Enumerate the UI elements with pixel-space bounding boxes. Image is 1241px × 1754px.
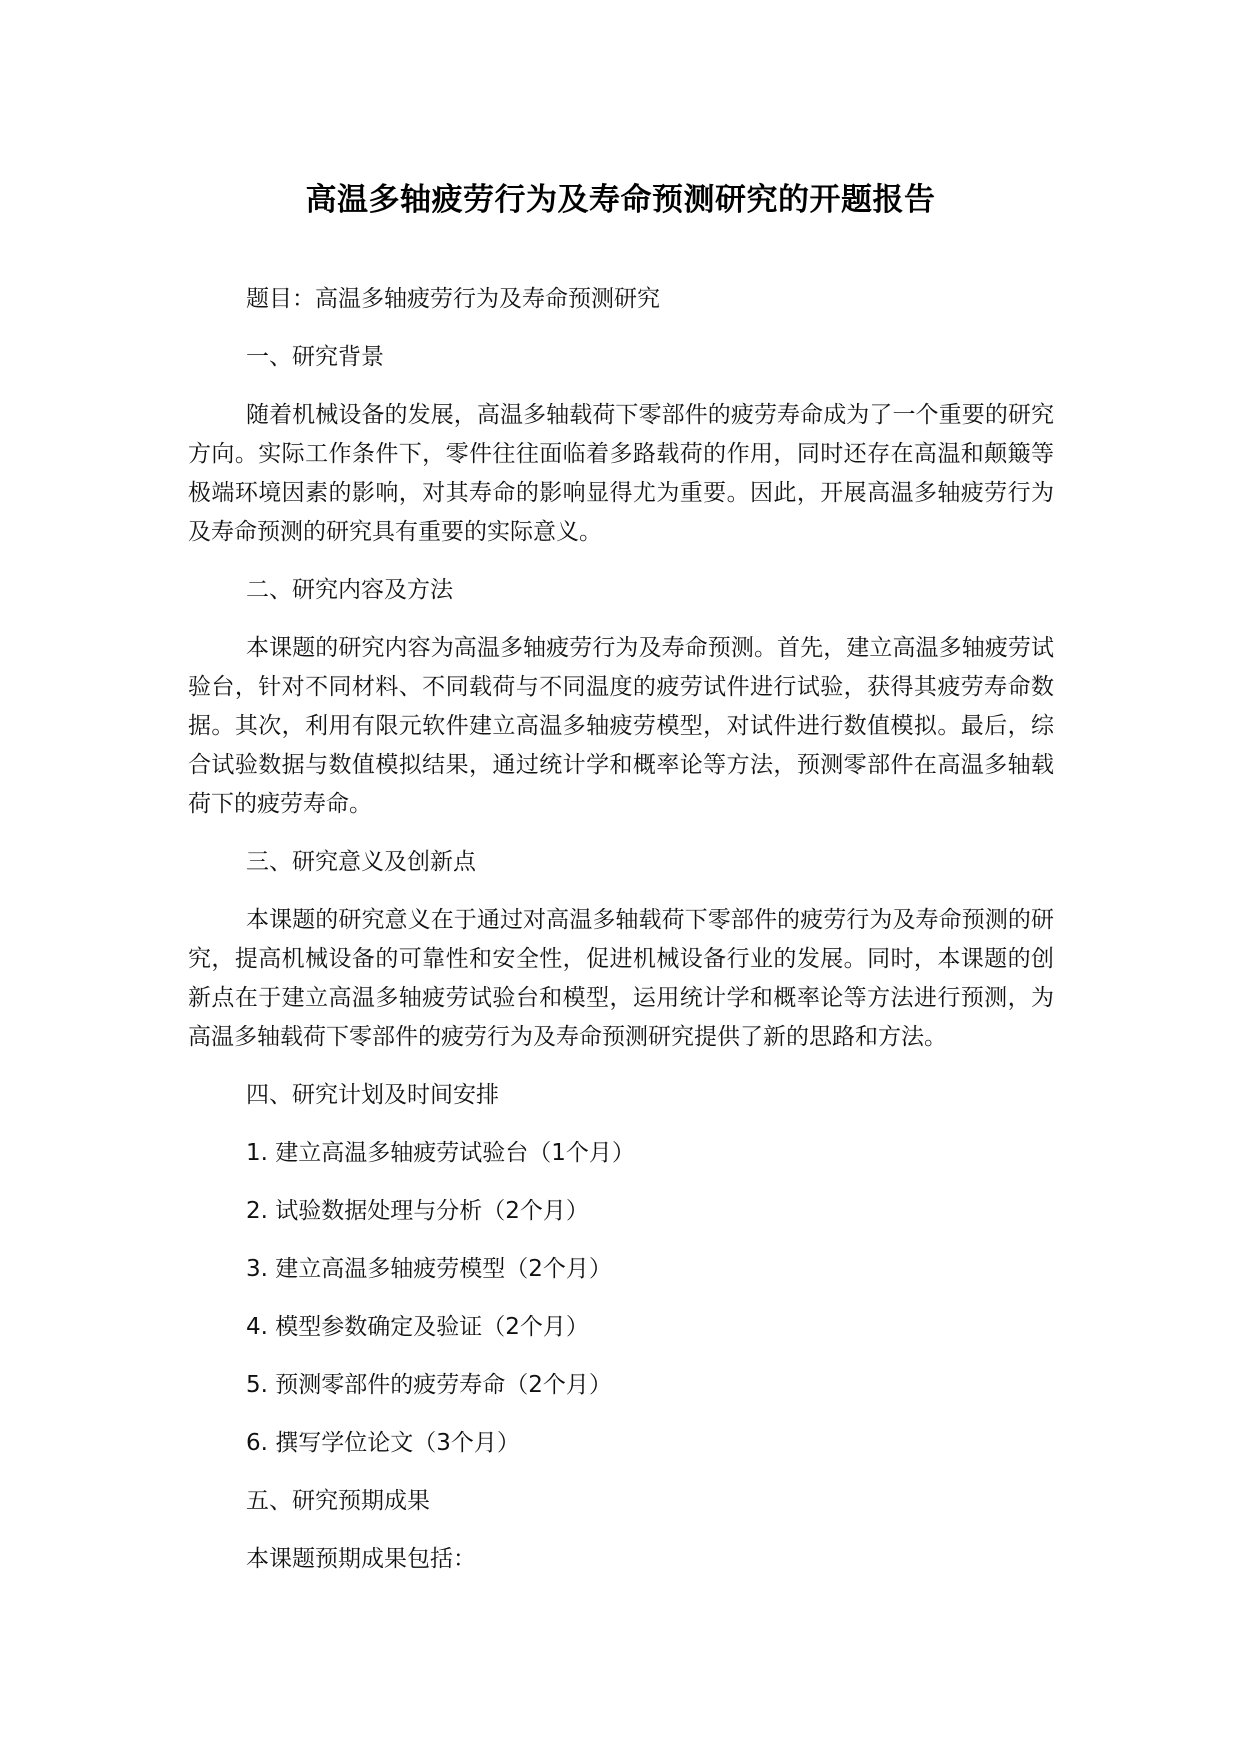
topic-line: 题目：高温多轴疲劳行为及寿命预测研究 (246, 286, 660, 312)
section-heading-significance: 三、研究意义及创新点 (246, 849, 476, 875)
section-heading-outcomes: 五、研究预期成果 (246, 1488, 430, 1514)
plan-item: 5. 预测零部件的疲劳寿命（2个月） (246, 1372, 612, 1398)
plan-item: 2. 试验数据处理与分析（2个月） (246, 1198, 589, 1224)
section-body-background: 随着机械设备的发展，高温多轴载荷下零部件的疲劳寿命成为了一个重要的研究方向。实际工作条件下，零件往往面临着多路载荷的作用，同时还存在高温和颠簸等极端环境因素的影响，对其寿命的影响显得尤为重要。因此，开展高温多轴疲劳行为及寿命预测的研究具有重要的实际意义。 (188, 402, 1054, 545)
section-body-content-method: 本课题的研究内容为高温多轴疲劳行为及寿命预测。首先，建立高温多轴疲劳试验台，针对不同材料、不同载荷与不同温度的疲劳试件进行试验，获得其疲劳寿命数据。其次，利用有限元软件建立高温多轴疲劳模型，对试件进行数值模拟。最后，综合试验数据与数值模拟结果，通过统计学和概率论等方法，预测零部件在高温多轴载荷下的疲劳寿命。 (188, 635, 1054, 817)
plan-item: 1. 建立高温多轴疲劳试验台（1个月） (246, 1140, 635, 1166)
section-body-outcomes: 本课题预期成果包括： (246, 1546, 476, 1572)
document-body (188, 280, 1054, 1598)
section-heading-background: 一、研究背景 (246, 344, 384, 370)
section-body-significance: 本课题的研究意义在于通过对高温多轴载荷下零部件的疲劳行为及寿命预测的研究，提高机械设备的可靠性和安全性，促进机械设备行业的发展。同时，本课题的创新点在于建立高温多轴疲劳试验台和模型，运用统计学和概率论等方法进行预测，为高温多轴载荷下零部件的疲劳行为及寿命预测研究提供了新的思路和方法。 (188, 907, 1054, 1050)
plan-item: 3. 建立高温多轴疲劳模型（2个月） (246, 1256, 612, 1282)
plan-item: 6. 撰写学位论文（3个月） (246, 1430, 520, 1456)
plan-item: 4. 模型参数确定及验证（2个月） (246, 1314, 589, 1340)
section-heading-content-method: 二、研究内容及方法 (246, 577, 453, 603)
document-title: 高温多轴疲劳行为及寿命预测研究的开题报告 (305, 182, 936, 218)
section-heading-plan: 四、研究计划及时间安排 (246, 1082, 499, 1108)
